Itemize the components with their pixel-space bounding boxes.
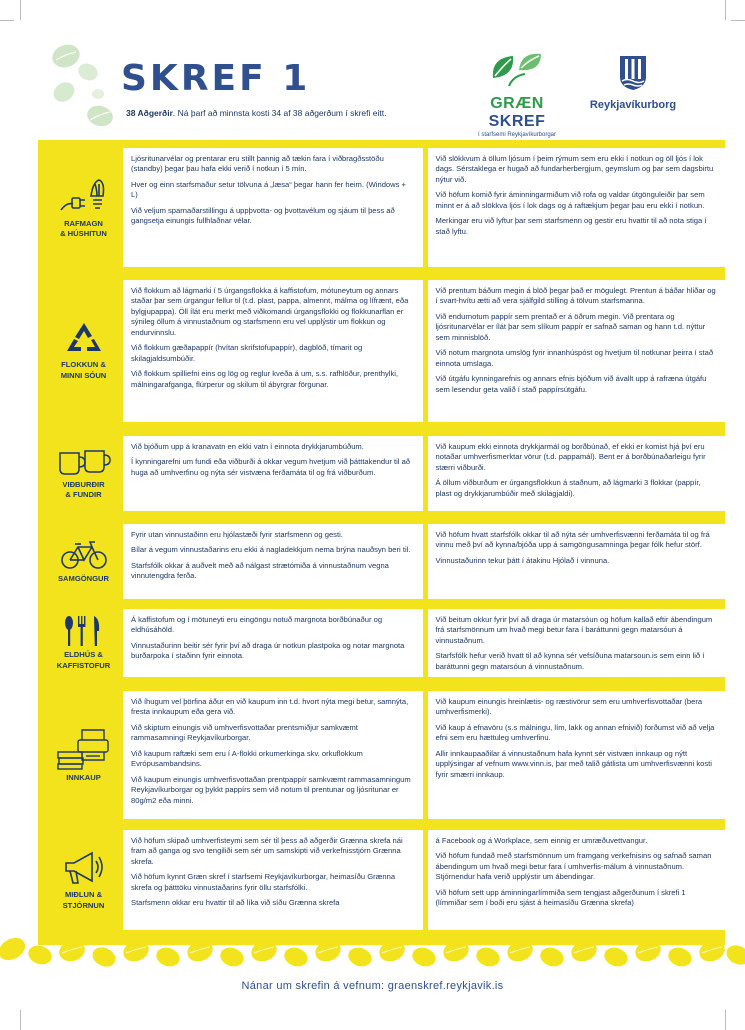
section-icon-col (44, 524, 123, 599)
action-item: Við bjóðum upp á kranavatn en ekki vatn í einnota drykkjarumbúðum. (131, 442, 364, 451)
section-icon-col (44, 280, 123, 422)
page-title: SKREF 1 (121, 58, 311, 99)
action-item: Við endurnotum pappír sem prentað er á öðrum megin. Við prentara og ljósritunarvélar er ílát þar sem slíkum pappír er safnað saman og hann t.d. nýttur sem minnisblöð. (435, 311, 706, 342)
plug-bulb-icon (57, 176, 111, 216)
leaves-decoration-icon (48, 42, 118, 132)
action-item: Fyrir utan vinnustaðinn eru hjólastæði fyrir starfsmenn og gesti. (131, 530, 343, 539)
actions-right (428, 691, 728, 819)
section-label-line1: VIÐBURÐIR (62, 479, 105, 489)
actions-left (123, 280, 423, 422)
action-item: Á öllum viðburðum er úrgangsflokkun á staðnum, að lágmarki 3 flokkar (pappír, plast og drykkjarumbúðir með skilagjaldi). (435, 478, 701, 498)
action-item: Við flokkum spilliefni eins og lög og reglur kveða á um, s.s. rafhlöður, prenthylki, málningarafganga, flúrperur og skilum til ábyrgrar förgunar. (131, 369, 399, 389)
green-steps-name (462, 95, 572, 131)
cutlery-icon (62, 615, 106, 647)
section-label (60, 219, 107, 240)
green-steps-word1: GRÆN (490, 95, 544, 112)
green-steps-subtitle: í starfsemi Reykjavíkurborgar (477, 132, 557, 138)
section-icon-col (44, 830, 123, 930)
actions-right (428, 609, 728, 677)
action-item: Starfsfólk okkar á auðvelt með að nálgast strætómiða á vinnustaðnum vegna vinnutengdra ferða. (131, 560, 389, 581)
bicycle-icon (60, 539, 108, 571)
actions-right (428, 280, 728, 422)
section-label (57, 650, 110, 671)
section-label-line1: FLOKKUN & (61, 360, 106, 370)
section-icon-col (44, 691, 123, 819)
section-purchasing (44, 691, 727, 819)
section-electricity (44, 148, 727, 267)
action-item: Við slökkvum á öllum ljósum í þeim rýmum sem eru ekki í notkun og öll ljós í lok dags. Sérstaklega er hugað að fundarherbergjum, geymslum og þar sem dagsbirtu nýtur við. (435, 154, 714, 184)
action-item: Við kaupum einungis hreinlætis- og ræstivörur sem eru umhverfisvottaðar (bera umhverfismerki). (435, 697, 703, 717)
section-events (44, 436, 727, 511)
green-steps-leaves-icon (487, 50, 547, 88)
actions-right (428, 830, 728, 930)
section-label-line2: MINNI SÓUN (60, 370, 107, 380)
action-item: Við veljum sparnaðarstillingu á uppþvotta- og þvottavélum og sjáum til þess að gangsetja einungis fullhlaðnar vélar. (131, 205, 395, 226)
crop-mark (20, 0, 21, 20)
crop-mark (731, 20, 745, 21)
action-item: Vinnustaðurinn tekur þátt í átakinu Hjólað í vinnuna. (435, 555, 610, 565)
section-label-line2: KAFFISTOFUR (56, 660, 111, 670)
action-item: Við notum margnota umslög fyrir innanhúspóst og hvetjum til notkunar þeirra í stað einnota umslaga. (435, 348, 714, 368)
section-transport (44, 524, 727, 599)
section-icon-col (44, 436, 123, 511)
action-item: Við beitum okkur fyrir því að draga úr matarsóun og höfum kallað eftir ábendingum frá starfsmönnum um hvað megi betur fara í baráttunni gegn matarsóun á vinnustaðnum. (435, 615, 713, 645)
subtitle-count: 38 Aðgerðir (126, 108, 173, 118)
actions-left (123, 609, 423, 677)
section-communication (44, 830, 727, 930)
action-item: Við kaupum raftæki sem eru í A-flokki orkumerkinga skv. orkuflokkum Evrópusambandsins. (131, 748, 363, 769)
action-item: Starfsmenn okkar eru hvattir til að líka við síðu Grænna skrefa (131, 898, 340, 908)
section-label-line1: INNKAUP (66, 773, 101, 783)
reykjavik-logo (588, 55, 678, 120)
section-label-line1: RAFMAGN (64, 218, 103, 228)
action-item: Við kaupum einungis umhverfisvottaðan prentpappír samkvæmt rammasamningum Reykjavíkurborgar og þykkt pappírs sem við notum til prentunar og ljósritunar er 80g/m2 eða minni. (131, 774, 411, 805)
action-item: Við kaupum ekki einnota drykkjarmál og borðbúnað, ef ekki er komist hjá því eru notaðar umhverfismerktar vörur (t.d. pappamál). Bent er á borðbúnaðarleigu fyrir stærri viðburði. (435, 442, 706, 472)
action-item: Við flokkum að lágmarki í 5 úrgangsflokka á kaffistofum, mótuneytum og annars staðar þar sem úrgangur fellur til (t.d. plast, pappa, almennt, málma og lífrænt, eða bylgjupappa). Öll ílát eru merkt með viðkomandi úrgangsflokki og flokkunarflan er sýnileg öllum á vinnustaðnum og starfsmenn eru vel upplýstir um flokkun og endurvinnslu. (131, 286, 409, 337)
action-item: Við höfum sett upp áminningarlímmiða sem tengjast aðgerðunum í skrefi 1 (límmiðar sem í boði eru sjást á heimasíðu Grænna skrefa) (435, 887, 686, 908)
action-item: Hver og einn starfsmaður setur tölvuna á „læsa“ þegar hann fer heim. (Windows + L) (131, 179, 406, 200)
section-recycling (44, 280, 727, 422)
section-label-line1: SAMGÖNGUR (57, 573, 110, 583)
reykjavik-shield-icon (619, 55, 647, 91)
actions-left (123, 691, 423, 819)
action-item: Við höfum skipað umhverfisteymi sem sér til þess að aðgerðir Grænna skrefa nái fram að ganga og svo tengiliði sem sér um samskipti við verkefnisstjórn Grænna skrefa. (131, 836, 403, 866)
section-label-line2: & HÚSHITUN (60, 229, 107, 238)
action-item: Við höfum hvatt starfsfólk okkar til að nýta sér umhverfisvænni ferðamáta til og frá vinnu með því að kynna/bjóða upp á samgöngusamninga þegar fólk hefur störf. (435, 530, 710, 550)
action-item: Við skiptum einungis við umhverfisvottaðar prentsmiðjur samkvæmt rammasamningi Reykjavíkurborgar. (131, 722, 358, 743)
action-item: Við flokkum gæðapappír (hvítan skrifstofupappír), dagblöð, tímarit og skilagjaldsumbúðir. (131, 343, 363, 363)
action-item: Við höfum komið fyrir áminningarmiðum við rofa og valdar útgönguleiðir þar sem minnt er á að slökkva ljós í lok dags og á raftækjum þegar þau eru ekki í notkun. (435, 190, 705, 210)
section-icon-col (44, 609, 123, 677)
action-item: Ljósritunarvélar og prentarar eru stillt þannig að tækin fara í viðbragðsstöðu (standby) þegar þau hafa ekki verið í notkun í 5 mín. (131, 154, 384, 174)
actions-right (428, 148, 728, 267)
subtitle-text: . Ná þarf að minnsta kosti 34 af 38 aðgerðum í skrefi eitt. (172, 108, 387, 118)
actions-right (428, 524, 728, 599)
action-item: Merkingar eru við lyftur þar sem starfsmenn og gestir eru hvattir til að nota stiga í stað lyftu. (435, 216, 707, 236)
city-name: Reykjavíkurborg (589, 99, 677, 111)
section-label-line2: STJÓRNUN (62, 900, 105, 910)
section-label-line1: MIÐLUN & (64, 890, 103, 900)
actions-left (123, 524, 423, 599)
crop-mark (0, 20, 14, 21)
action-item: Vinnustaðurinn beitir sér fyrir því að draga úr notkun plastpoka og notar margnota burðarpoka í staðinn fyrir einnota. (131, 640, 405, 661)
section-label (66, 773, 101, 783)
action-item: Við höfum kynnt Græn skref í starfsemi Reykjavíkurborgar, heimasíðu Grænna skrefa og þátttöku vinnustaðarins fyrir öllu starfsfólki. (131, 872, 396, 892)
action-item: Við prentum báðum megin á blöð þegar það er mögulegt. Prentun á báðar hliðar og í svart-hvítu ætti að vera sjálfgild stilling á tölvum starfsmanna. (435, 286, 716, 306)
action-item: Við útgáfu kynningarefnis og annars efnis bjóðum við ávallt upp á rafræna útgáfu sem lesendur geta valið í stað pappírsútgáfu. (435, 374, 707, 394)
section-icon-col (44, 148, 123, 267)
megaphone-icon (62, 849, 106, 887)
printer-books-icon (56, 726, 112, 770)
actions-left (123, 436, 423, 511)
footer-website-link[interactable]: Nánar um skrefin á vefnum: graenskref.reykjavik.is (241, 980, 504, 992)
action-item: Við kaup á efnavöru (s.s málningu, lím, lakk og annan efnivið) forðumst við að velja efni sem eru hættuleg umhverfinu. (435, 722, 715, 743)
section-label (58, 574, 109, 584)
actions-left (123, 148, 423, 267)
section-kitchen (44, 609, 727, 677)
action-item: Í kynningarefni um fundi eða viðburði á okkar vegum hvetjum við þátttakendur til að huga að umhverfinu og nýta sér vistvæna ferðamáta til og frá viðburðum. (131, 457, 411, 477)
crop-mark (725, 1010, 726, 1030)
section-label-line2: & FUNDIR (65, 490, 102, 499)
actions-left (123, 830, 423, 930)
green-steps-word2: SKREF (488, 113, 546, 130)
section-label (63, 890, 105, 911)
recycle-icon (65, 321, 103, 357)
subtitle (126, 108, 386, 118)
action-item: á Facebook og á Workplace, sem einnig er umræðuvettvangur. (435, 836, 648, 845)
action-item: Starfsfólk hefur verið hvatt til að kynna sér vefsíðuna matarsoun.is sem einn lið í baráttunni gegn matarsóun á vinnustaðnum. (435, 651, 705, 671)
action-item: Við höfum fundað með starfsmönnum um framgang verkefnisins og safnað saman ábendingum um hvað megi betur fara í umhverfis-málum á vinnustaðnum. Stjórnendur hafa verið upplýstir um ábendingar. (435, 851, 712, 882)
action-item: Á kaffistofum og í mötuneyti eru eingöngu notuð margnota borðbúnaður og eldhúsáhöld. (131, 615, 383, 635)
action-item: Við íhugum vel þörfina áður en við kaupum inn t.d. hvort nýta megi betur, samnýta, fresta innkaupum eða gera við. (131, 697, 409, 717)
green-steps-logo (462, 50, 572, 138)
action-item: Bílar á vegum vinnustaðarins eru ekki á nagladekkjum nema brýna nauðsyn beri til. (131, 545, 411, 555)
actions-right (428, 436, 728, 511)
cups-icon (57, 447, 111, 477)
section-label (61, 360, 107, 381)
section-label-line1: ELDHÚS & (64, 650, 103, 660)
crop-mark (725, 0, 726, 20)
section-label (62, 480, 104, 501)
action-item: Allir innkaupaaðilar á vinnustaðnum hafa kynnt sér vistvæn innkaup og nýtt upplýsingar af vefnum www.vinn.is, þar með talið gátlista um umhverfisvænni kosti fyrir smærri innkaup. (435, 748, 712, 779)
crop-mark (20, 1010, 21, 1030)
